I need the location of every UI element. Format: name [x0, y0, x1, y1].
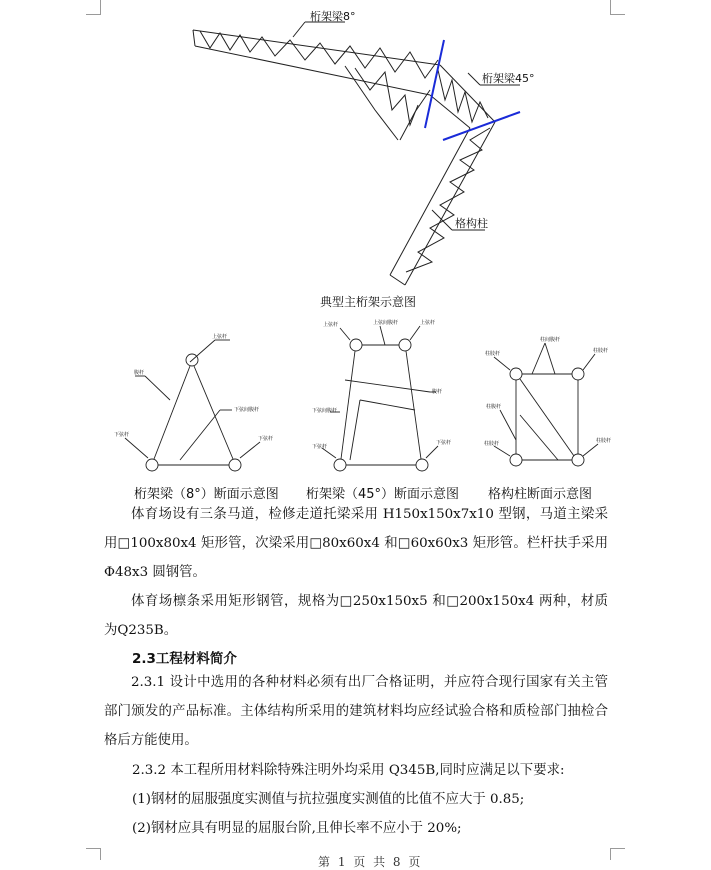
section2-caption: 桁架梁（45°）断面示意图: [306, 487, 460, 502]
s1-label-lower-link: 下弦间腹杆: [234, 407, 260, 413]
s1-label-bottom-right: 下弦杆: [258, 436, 274, 442]
s1-label-top: 上弦杆: [212, 334, 228, 340]
paragraph-walkway: 体育场设有三条马道，检修走道托梁采用 H150x150x7x10 型钢，马道主梁采用□100x80x4 矩形管，次梁采用□80x60x4 和□60x60x3 矩形管。栏杆扶手采用Φ48x3 圆钢管。: [104, 507, 608, 580]
s2-label-bottom-right: 下弦杆: [436, 440, 452, 446]
section-heading: 2.3工程材料简介: [132, 651, 237, 667]
s3-label-top-right: 柱肢杆: [593, 348, 609, 354]
requirement-2: (2)钢材应具有明显的屈服台阶,且伸长率不应小于 20%;: [132, 821, 462, 836]
page-corner-mark: [100, 848, 101, 860]
s3-label-top-left: 柱肢杆: [485, 351, 501, 357]
main-truss-figure: [0, 0, 711, 300]
label-8deg: 桁架梁8°: [310, 10, 356, 23]
main-figure-caption: 典型主桁架示意图: [320, 295, 417, 309]
s1-label-web: 腹杆: [134, 370, 145, 376]
s2-label-top-left: 上弦杆: [323, 322, 339, 328]
s3-label-web-left: 柱腹杆: [486, 404, 502, 410]
section1-caption: 桁架梁（8°）断面示意图: [134, 487, 279, 502]
s1-label-bottom-left: 下弦杆: [114, 432, 130, 438]
label-column: 格构柱: [455, 217, 488, 230]
s3-label-top-mid: 柱间腹杆: [540, 337, 561, 343]
s3-label-bottom-right: 柱肢杆: [596, 438, 612, 444]
page-footer: 第 1 页 共 8 页: [318, 855, 423, 869]
s3-label-bottom-left: 柱肢杆: [484, 441, 500, 447]
s2-label-web: 腹杆: [432, 389, 443, 395]
section3-caption: 格构柱断面示意图: [488, 487, 593, 502]
s2-label-lower-link: 下弦间腹杆: [312, 408, 338, 414]
paragraph-purlin: 体育场檩条采用矩形钢管，规格为□250x150x5 和□200x150x4 两种，材质为Q235B。: [104, 594, 608, 638]
paragraph-materials-232: 2.3.2 本工程所用材料除特殊注明外均采用 Q345B,同时应满足以下要求:: [132, 763, 565, 778]
requirement-1: (1)钢材的屈服强度实测值与抗拉强度实测值的比值不应大于 0.85;: [132, 792, 525, 807]
label-45deg: 桁架梁45°: [482, 72, 535, 85]
page-corner-mark: [86, 848, 101, 849]
s2-label-top-right: 上弦杆: [420, 320, 436, 326]
s2-label-top-mid: 上弦间腹杆: [373, 320, 399, 326]
s2-label-bottom-left: 下弦杆: [312, 444, 328, 450]
page-corner-mark: [610, 848, 611, 860]
page-corner-mark: [610, 848, 625, 849]
paragraph-materials-231: 2.3.1 设计中选用的各种材料必须有出厂合格证明，并应符合现行国家有关主管部门颁发的产品标准。主体结构所采用的建筑材料均应经试验合格和质检部门抽检合格后方能使用。: [104, 675, 608, 748]
